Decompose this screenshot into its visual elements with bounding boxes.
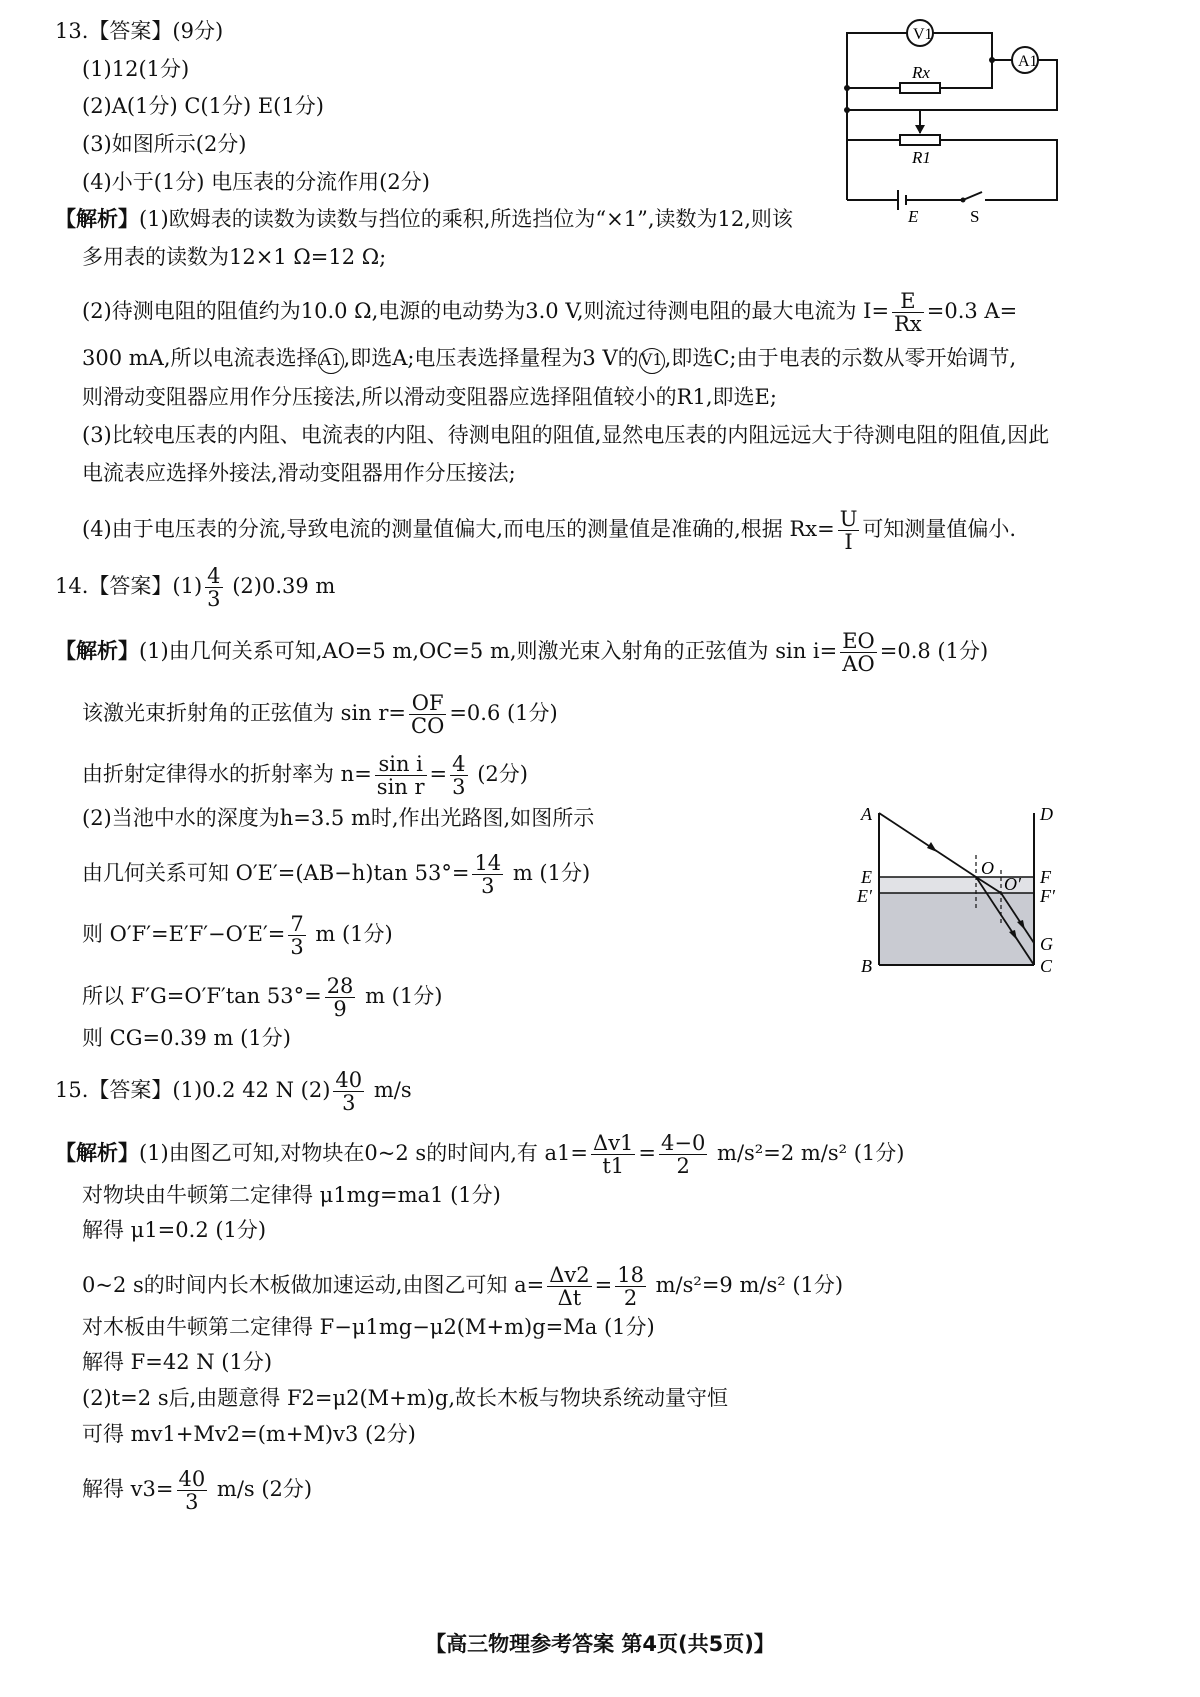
circuit-label-a1: A1 (1018, 53, 1038, 70)
q15-analysis-7: (2)t=2 s后,由题意得 F2=μ2(M+m)g,故长木板与物块系统动量守恒 (82, 1386, 728, 1410)
q14-analysis-7: 所以 F′G=O′F′tan 53°= $\frac{28}{9}$ m (1分) (82, 974, 443, 1021)
voltmeter-icon: V1 (639, 348, 665, 374)
q13-answer-heading: 13.【答案】(9分) (55, 19, 224, 43)
pool-label-o-prime: O′ (1004, 874, 1021, 894)
q13-analysis-1: 【解析】(1)欧姆表的读数为读数与挡位的乘积,所选挡位为“×1”,读数为12,则该 (55, 207, 793, 231)
circuit-label-r1: R1 (912, 148, 931, 167)
q13-analysis-2a: (2)待测电阻的阻值约为10.0 Ω,电源的电动势为3.0 V,则流过待测电阻的最大电流为 I= $\frac{E}{Rx}$ =0.3 A= (82, 289, 1018, 336)
q15-analysis-6: 解得 F=42 N (1分) (82, 1350, 273, 1374)
q13-answer-1: (1)12(1分) (82, 57, 190, 81)
q15-analysis-9: 解得 v3= $\frac{40}{3}$ m/s (2分) (82, 1467, 313, 1514)
q15-analysis-8: 可得 mv1+Mv2=(m+M)v3 (2分) (82, 1422, 416, 1446)
q13-analysis-3b: 电流表应选择外接法,滑动变阻器用作分压接法; (82, 461, 516, 485)
pool-label-c: C (1040, 956, 1053, 976)
pool-label-f-prime: F′ (1040, 886, 1055, 906)
q13-analysis-2b: 300 mA,所以电流表选择 A1 ,即选A;电压表选择量程为3 V的 V1 ,即选C;由于电表的示数从零开始调节, (82, 343, 1016, 374)
q13-answer-3: (3)如图所示(2分) (82, 132, 247, 156)
pool-label-e-prime: E′ (857, 886, 872, 906)
q15-analysis-4: 0~2 s的时间内长木板做加速运动,由图乙可知 a= $\frac{\Delta v2}{\Delta t}$ = $\frac{18}{2}$ m/s²=9 m/s² (1分) (82, 1263, 844, 1310)
q15-analysis-2: 对物块由牛顿第二定律得 μ1mg=ma1 (1分) (82, 1183, 501, 1207)
pool-label-d: D (1040, 804, 1053, 824)
circuit-label-s: S (970, 207, 980, 226)
page-footer: 【高三物理参考答案 第4页(共5页)】 (425, 1632, 775, 1656)
pool-label-a: A (861, 804, 872, 824)
q14-answer-heading: 14.【答案】(1) $\frac{4}{3}$ (2)0.39 m (55, 564, 336, 611)
q15-answer-heading: 15.【答案】(1)0.2 42 N (2) $\frac{40}{3}$ m/s (55, 1068, 412, 1115)
ammeter-icon: A1 (318, 348, 344, 374)
q14-analysis-1: 【解析】(1)由几何关系可知,AO=5 m,OC=5 m,则激光束入射角的正弦值为 sin i= $\frac{EO}{AO}$ =0.8 (1分) (55, 629, 989, 676)
q14-analysis-3: 由折射定律得水的折射率为 n= $\frac{\text{sin i}}{\text{sin r}}$ = $\frac{4}{3}$ (2分) (82, 752, 528, 799)
q13-answer-2: (2)A(1分) C(1分) E(1分) (82, 94, 324, 118)
pool-diagram (855, 800, 1070, 985)
pool-label-e: E (861, 867, 872, 887)
q15-analysis-5: 对木板由牛顿第二定律得 F−μ1mg−μ2(M+m)g=Ma (1分) (82, 1315, 655, 1339)
q15-analysis-3: 解得 μ1=0.2 (1分) (82, 1218, 267, 1242)
q14-analysis-6: 则 O′F′=E′F′−O′E′= $\frac{7}{3}$ m (1分) (82, 912, 393, 959)
circuit-label-v1: V1 (913, 26, 933, 43)
circuit-diagram (830, 10, 1070, 230)
q13-analysis-1b: 多用表的读数为12×1 Ω=12 Ω; (82, 245, 387, 269)
circuit-label-e: E (908, 207, 919, 226)
q13-answer-4: (4)小于(1分) 电压表的分流作用(2分) (82, 170, 430, 194)
pool-label-b: B (861, 956, 872, 976)
q14-analysis-8: 则 CG=0.39 m (1分) (82, 1026, 291, 1050)
q13-analysis-4: (4)由于电压表的分流,导致电流的测量值偏大,而电压的测量值是准确的,根据 Rx= $\frac{U}{I}$ 可知测量值偏小. (82, 507, 1017, 554)
pool-label-f: F (1040, 867, 1051, 887)
q14-analysis-2: 该激光束折射角的正弦值为 sin r= $\frac{OF}{CO}$ =0.6 (1分) (82, 691, 558, 738)
pool-label-o: O (981, 858, 994, 878)
circuit-label-rx: Rx (912, 63, 930, 82)
q13-analysis-3a: (3)比较电压表的内阻、电流表的内阻、待测电阻的阻值,显然电压表的内阻远远大于待测电阻的阻值,因此 (82, 423, 1050, 447)
q14-analysis-5: 由几何关系可知 O′E′=(AB−h)tan 53°= $\frac{14}{3}$ m (1分) (82, 851, 591, 898)
q14-analysis-4: (2)当池中水的深度为h=3.5 m时,作出光路图,如图所示 (82, 806, 595, 830)
q13-analysis-2c: 则滑动变阻器应用作分压接法,所以滑动变阻器应选择阻值较小的R1,即选E; (82, 385, 777, 409)
pool-label-g: G (1040, 934, 1053, 954)
q15-analysis-1: 【解析】(1)由图乙可知,对物块在0~2 s的时间内,有 a1= $\frac{\Delta v1}{t1}$ = $\frac{4-0}{2}$ m/s²=2 m/s² (1分) (55, 1131, 905, 1178)
